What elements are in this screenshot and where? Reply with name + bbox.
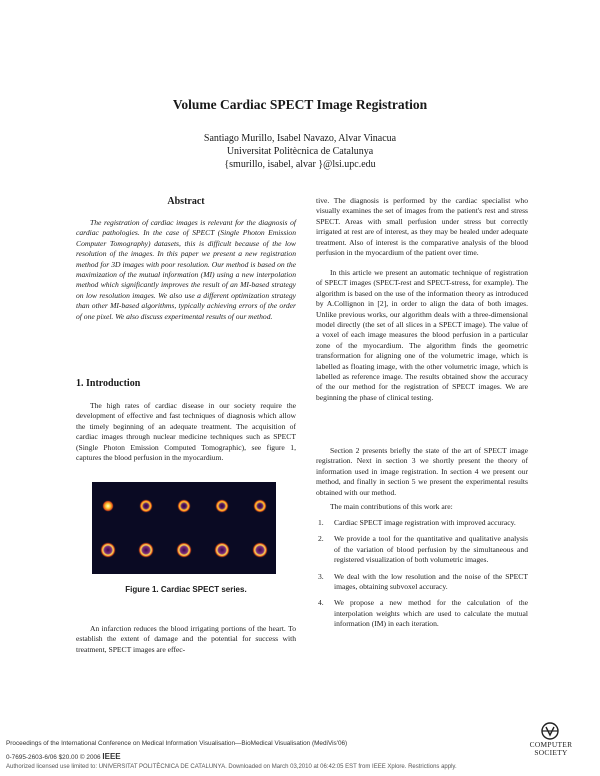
spect-series-figure	[92, 482, 276, 574]
author-affiliation: Universitat Politècnica de Catalunya	[226, 146, 374, 157]
list-item: 4. We propose a new method for the calculation of the interpolation weights which are used to calculate the mutual information (IM) in each iteration.	[318, 598, 528, 629]
introduction-paragraph-2: An infarction reduces the blood irrigating portions of the heart. To establish the extent of damage and the potential for success with treatment, SPECT images are effec-	[76, 624, 296, 654]
spect-slice	[100, 542, 116, 558]
spect-slice	[253, 499, 267, 513]
spect-slice	[102, 500, 114, 512]
author-names: Santiago Murillo, Isabel Navazo, Alvar Vinacua	[203, 133, 397, 144]
spect-series-image	[92, 482, 276, 574]
author-block	[0, 132, 600, 171]
right-paragraph-2: In this article we present an automatic technique of registration of SPECT images (SPECT-rest and SPECT-stress, for example). The algorithm is based on the use of the information theory as introduced by A.Collignon in [2], in order to align the data of both images. Unlike previous works, our algorithm deals with a three-dimensional model directly (the set of all slices in a SPECT image). The value of a voxel of each image measures the blood perfusion in a particular zone of the myocardium. The algorithm finds the geometric transformation for aligning one of the volumetric image, which is labelled as floating image, with the other volumetric image, which is labelled as reference image. The results obtained show the accuracy of the our method for the registration of SPECT images. We are beginning the phase of clinical testing.	[316, 268, 528, 402]
author-emails: {smurillo, isabel, alvar }@lsi.upc.edu	[224, 159, 376, 170]
computer-society-logo-text: COMPUTER SOCIETY	[529, 740, 573, 757]
right-paragraph-3: Section 2 presents briefly the state of the art of SPECT image registration. Next in section 3 we shortly present the theory of information used in image registration. In section 4 we present our method, and finally in section 5 we present the experimental results obtained with our method.	[316, 446, 528, 497]
right-paragraph-4: The main contributions of this work are:	[330, 502, 453, 511]
spect-slice	[215, 499, 229, 513]
right-paragraph-1: tive. The diagnosis is performed by the cardiac specialist who visually examines the set of images from the patient's rest and stress SPECT. Areas with small perfusion under stress but correctly irrigated at rest are of interest, as they may be healed under adequate treatment. Also of interest is the comparative analysis of the blood perfusion in the myocardium of the patient over time.	[316, 196, 528, 258]
spect-row-bottom	[100, 542, 268, 558]
spect-slice	[252, 542, 268, 558]
list-item: 1. Cardiac SPECT image registration with improved accuracy.	[318, 518, 516, 527]
contributions-list	[316, 518, 528, 636]
footer-isbn	[6, 752, 306, 761]
spect-slice	[139, 499, 153, 513]
introduction-paragraph-1: The high rates of cardiac disease in our society require the development of effective and fast techniques of diagnosis which allow the timely beginning of an adequate treatment. The acquisition of cardiac images through nuclear medicine techniques such as SPECT (Single Photon Emission Computed Tomographic), see figure 1, captures the blood perfusion in the myocardium.	[76, 401, 296, 463]
spect-slice	[176, 542, 192, 558]
footer-proceedings: Proceedings of the International Conference on Medical Information Visualisation—BioMedical Visualisation (MediVis'06)	[6, 740, 348, 747]
abstract-text: The registration of cardiac images is relevant for the diagnosis of cardiac pathologies. In the case of SPECT (Single Photon Emission Computer Tomography) datasets, this is difficult because of the low resolution of the images. In this paper we present a new registration method for 3D images with poor resolution. Our method is based on the maximization of the mutual information (MI) using a new interpolation method which significantly improves the result of an MI-based strategy on low resolution images. We also use a different optimization strategy than other MI-based algorithms, typically achieving errors of the order of one pixel. We also discuss experimental results of our method.	[76, 218, 296, 321]
footer-license: Authorized licensed use limited to: UNIVERSITAT POLITÈCNICA DE CATALUNYA. Downloaded on March 03,2010 at 06:42:05 EST from IEEE Xplore. Restrictions apply.	[6, 764, 457, 770]
spect-slice	[214, 542, 230, 558]
spect-row-top	[102, 499, 267, 513]
figure-caption: Figure 1. Cardiac SPECT series.	[125, 585, 247, 594]
abstract-heading: Abstract	[167, 196, 205, 207]
list-item: 3. We deal with the low resolution and the noise of the SPECT images, obtaining subvoxel accuracy.	[318, 571, 528, 592]
spect-slice	[138, 542, 154, 558]
spect-slice	[177, 499, 191, 513]
footer-isbn-text: 0-7695-2603-6/06 $20.00 © 2006	[6, 754, 101, 761]
ieee-logo-text: IEEE	[102, 752, 121, 761]
paper-title: Volume Cardiac SPECT Image Registration	[172, 97, 428, 112]
introduction-heading: 1. Introduction	[76, 378, 141, 389]
list-item: 2. We provide a tool for the quantitative and qualitative analysis of the variation of blood perfusion by the simultaneous and registered visualization of both volumetric images.	[318, 534, 528, 565]
